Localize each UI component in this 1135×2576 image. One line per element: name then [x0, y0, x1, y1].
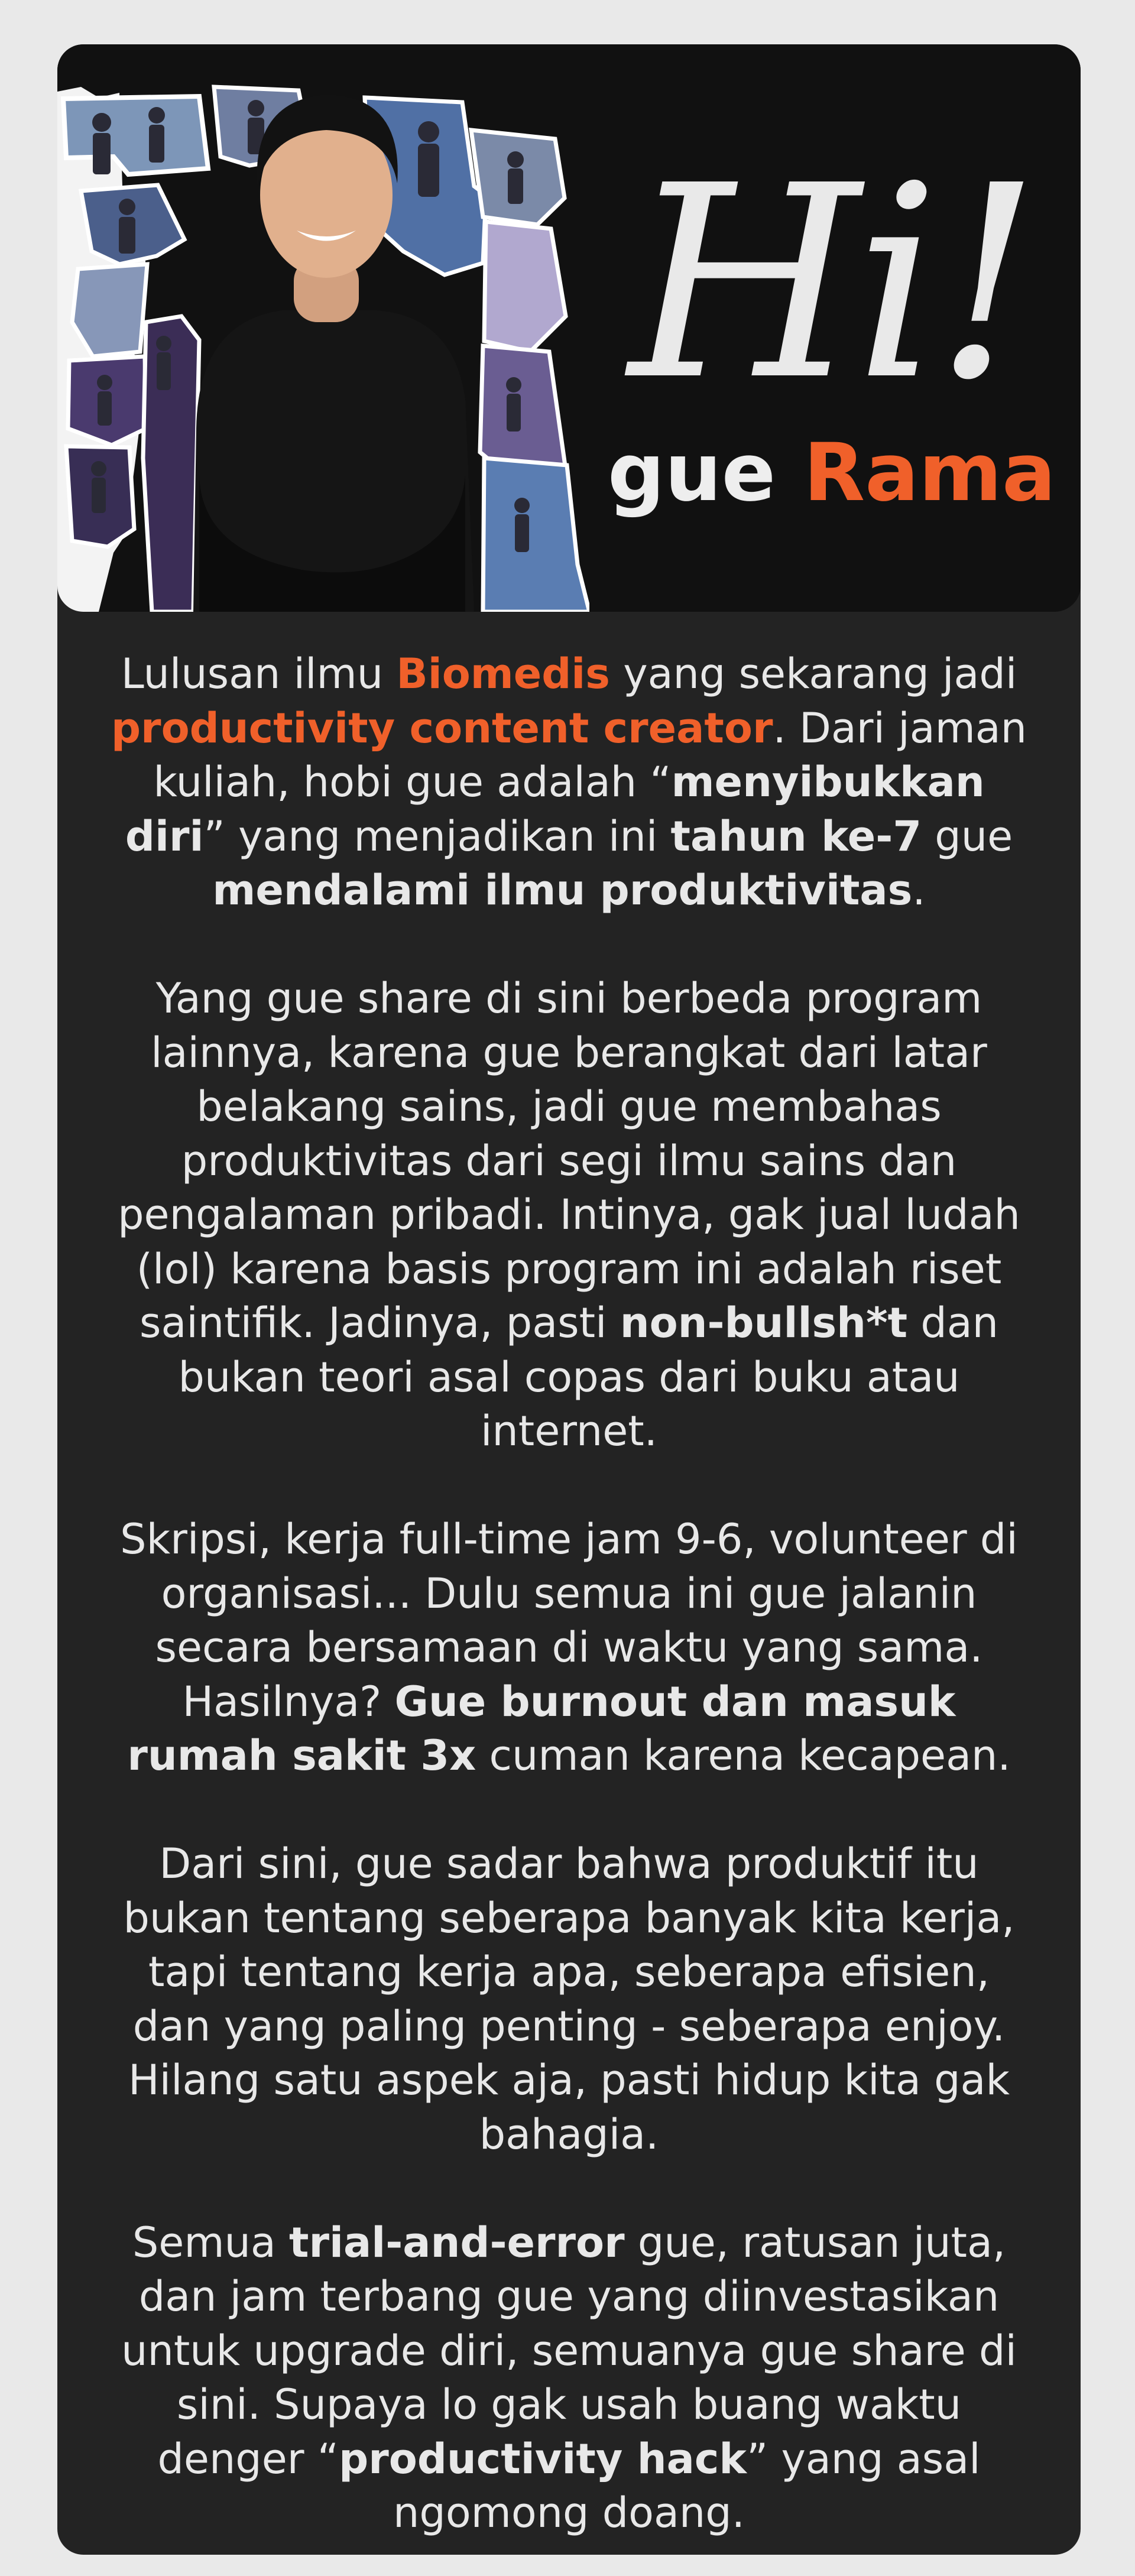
bold-hack: productivity hack [339, 2434, 747, 2483]
about-text [111, 647, 1027, 2541]
text-span: Skripsi, kerja full-time jam 9-6, volunteer di organisasi... Dulu semua ini gue jalanin secara bersamaan di waktu yang sama. Hasilnya? [120, 1515, 1018, 1726]
greeting-block [607, 129, 1068, 519]
highlight-creator: productivity content creator [111, 703, 773, 752]
photo-collage [57, 44, 589, 612]
text-span: Lulusan ilmu [121, 650, 397, 698]
event-photo-tile-10 [484, 222, 566, 352]
text-span: Semua [132, 2218, 290, 2267]
text-span: Yang gue share di sini berbeda program lainnya, karena gue berangkat dari latar belakang sains, jadi gue membahas produktivitas dari segi ilmu sains dan pengalaman pribadi. Intinya, gak jual ludah (lol) karena basis program ini adalah riset saintifik. Jadinya, pasti [118, 974, 1020, 1347]
text-span: ” yang asal ngomong doang. [393, 2434, 981, 2537]
text-span: gue, ratusan juta, dan jam terbang gue yang diinvestasikan untuk upgrade diri, semuanya gue share di sini. Supaya lo gak usah buang waktu denger “ [121, 2218, 1017, 2483]
paragraph-realization [111, 1837, 1027, 2162]
bold-menyibukkan: menyibukkan diri [125, 758, 985, 861]
bold-nonbs: non-bullsh*t [620, 1299, 908, 1347]
paragraph-burnout [111, 1513, 1027, 1783]
bold-trial: trial-and-error [289, 2218, 625, 2267]
bold-mendalami: mendalami ilmu produktivitas [212, 866, 913, 914]
text-span: gue [922, 812, 1013, 861]
text-span: yang sekarang jadi [609, 650, 1017, 698]
name-rama: Rama [803, 426, 1056, 519]
highlight-biomedis: Biomedis [396, 650, 610, 698]
paragraph-science [111, 972, 1027, 1459]
text-span: cuman karena kecapean. [476, 1731, 1011, 1780]
hi-heading: Hi! [628, 129, 1035, 439]
text-span: dan bukan teori asal copas dari buku atau internet. [178, 1299, 999, 1455]
bold-tahun: tahun ke-7 [670, 812, 922, 861]
text-span: . Dari jaman kuliah, hobi gue adalah “ [153, 703, 1027, 806]
paragraph-share [111, 2216, 1027, 2541]
name-line [607, 426, 1056, 519]
event-photo-tile-6 [72, 264, 147, 356]
bold-burnout: Gue burnout dan masuk rumah sakit 3x [127, 1677, 956, 1780]
event-photo-tile-9 [143, 316, 199, 612]
text-span: ” yang menjadikan ini [203, 812, 671, 861]
hero-banner [57, 44, 1081, 612]
text-span: . [912, 866, 926, 914]
event-photo-tile-12 [483, 458, 589, 612]
text-span: Dari sini, gue sadar bahwa produktif itu bukan tentang seberapa banyak kita kerja, tapi tentang kerja apa, seberapa efisien, dan yang paling penting - seberapa enjoy. Hilang satu aspek aja, pasti hidup kita gak bahagia. [123, 1839, 1015, 2159]
about-card [57, 44, 1081, 2555]
paragraph-intro [111, 647, 1027, 918]
gue-word: gue [607, 426, 776, 519]
